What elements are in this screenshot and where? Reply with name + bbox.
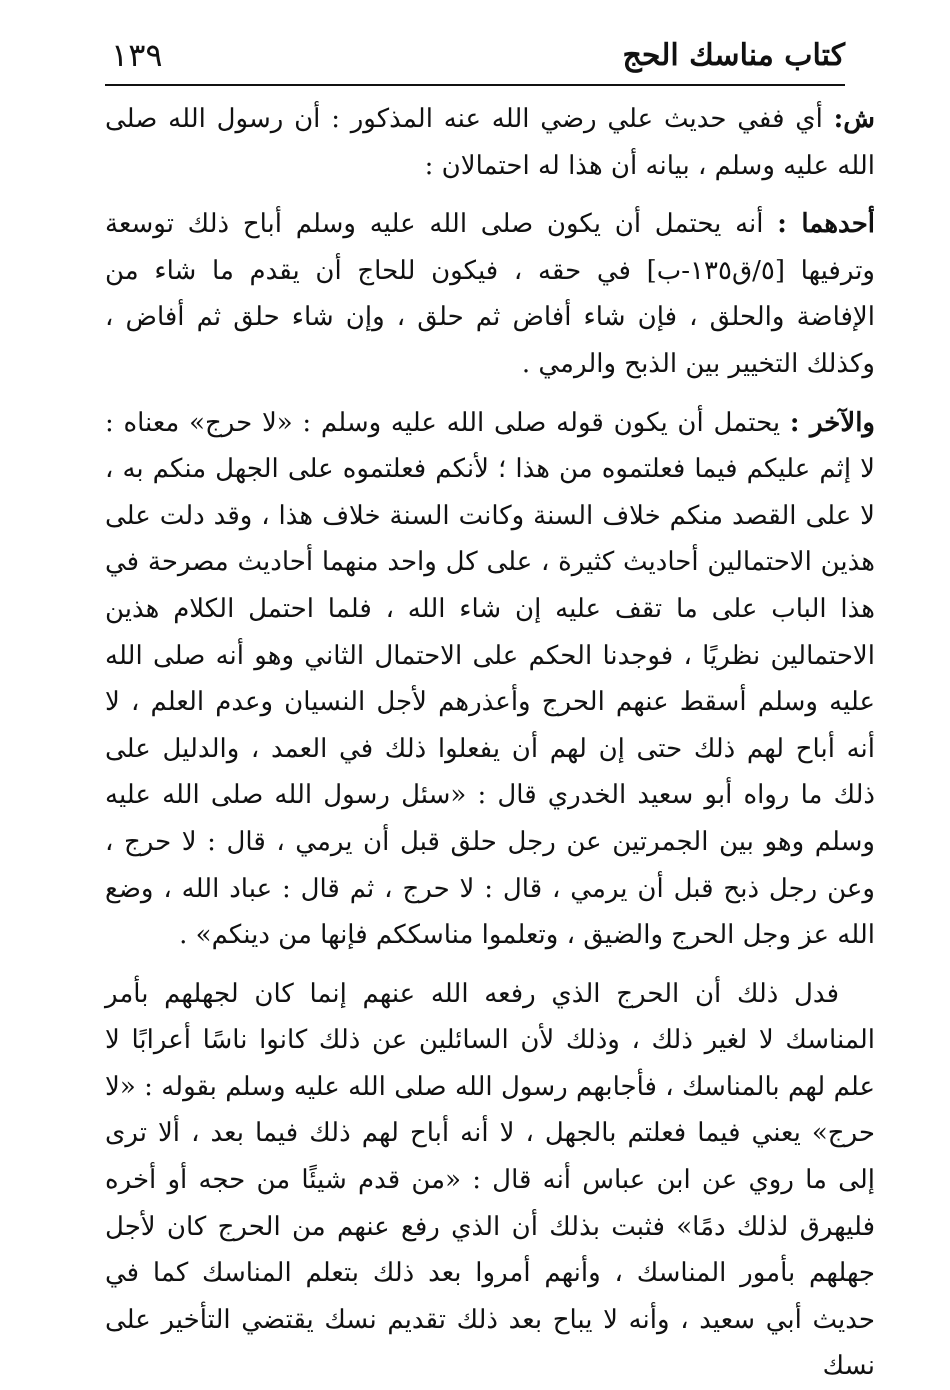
header-rule	[105, 84, 845, 86]
page-number: ١٣٩	[111, 36, 163, 74]
paragraph-text: يحتمل أن يكون قوله صلى الله عليه وسلم : «لا حرج» معناه : لا إثم عليكم فيما فعلتموه من هذا ؛ لأنكم فعلتموه على الجهل منكم به ، لا على القصد منكم خلاف السنة وكانت السنة خلاف هذا ، وقد دلت على هذين الاحتمالين أحاديث كثيرة ، على كل واحد منهما أحاديث مصرحة في هذا الباب على ما تقف عليه إن شاء الله ، فلما احتمل الكلام هذين الاحتمالين نظريًا ، فوجدنا الحكم على الاحتمال الثاني وهو أنه صلى الله عليه وسلم أسقط عنهم الحرج وأعذرهم لأجل النسيان وعدم العلم ، لا أنه أباح لهم ذلك حتى إن لهم أن يفعلوا ذلك في العمد ، والدليل على ذلك ما رواه أبو سعيد الخدري قال : «سئل رسول الله صلى الله عليه وسلم وهو بين الجمرتين عن رجل حلق قبل أن يرمي ، قال : لا حرج ، وعن رجل ذبح قبل أن يرمي ، قال : لا حرج ، ثم قال : عباد الله ، وضع الله عز وجل الحرج والضيق ، وتعلموا مناسككم فإنها من دينكم» .	[105, 407, 875, 951]
paragraph-text: فدل ذلك أن الحرج الذي رفعه الله عنهم إنما كان لجهلهم بأمر المناسك لا لغير ذلك ، وذلك لأن السائلين عن ذلك كانوا ناسًا أعرابًا لا علم لهم بالمناسك ، فأجابهم رسول الله صلى الله عليه وسلم بقوله : «لا حرج» يعني فيما فعلتم بالجهل ، لا أنه أباح لهم ذلك فيما بعد ، ألا ترى إلى ما روي عن ابن عباس أنه قال : «من قدم شيئًا من حجه أو أخره فليهرق لذلك دمًا» فثبت بذلك أن الذي رفع عنهم من الحرج كان لأجل جهلهم بأمور المناسك ، وأنهم أمروا بعد ذلك بتعلم المناسك كما في حديث أبي سعيد ، وأنه لا يباح بعد ذلك تقديم نسك يقتضي التأخير على نسك	[105, 978, 875, 1382]
page-header	[105, 30, 845, 86]
running-head: كتاب مناسك الحج	[622, 38, 845, 73]
paragraph-label: ش:	[833, 104, 875, 134]
paragraph-text: أنه يحتمل أن يكون صلى الله عليه وسلم أباح ذلك توسعة وترفيها [٥/ق١٣٥-ب] في حقه ، فيكون للحاج أن يقدم ما شاء من الإفاضة والحلق ، فإن شاء أفاض ثم حلق ، وإن شاء حلق ثم أفاض ، وكذلك التخيير بين الذبح والرمي .	[105, 209, 875, 379]
paragraph-conclusion	[105, 971, 875, 1390]
paragraph-text: أي ففي حديث علي رضي الله عنه المذكور : أن رسول الله صلى الله عليه وسلم ، بيانه أن هذا له احتمالان :	[105, 104, 875, 181]
paragraph-first-possibility	[105, 201, 875, 387]
paragraph-commentary	[105, 96, 875, 189]
paragraph-label: أحدهما :	[777, 209, 875, 240]
body-text	[105, 96, 875, 1390]
paragraph-label: والآخر :	[789, 407, 875, 438]
paragraph-second-possibility	[105, 400, 875, 959]
